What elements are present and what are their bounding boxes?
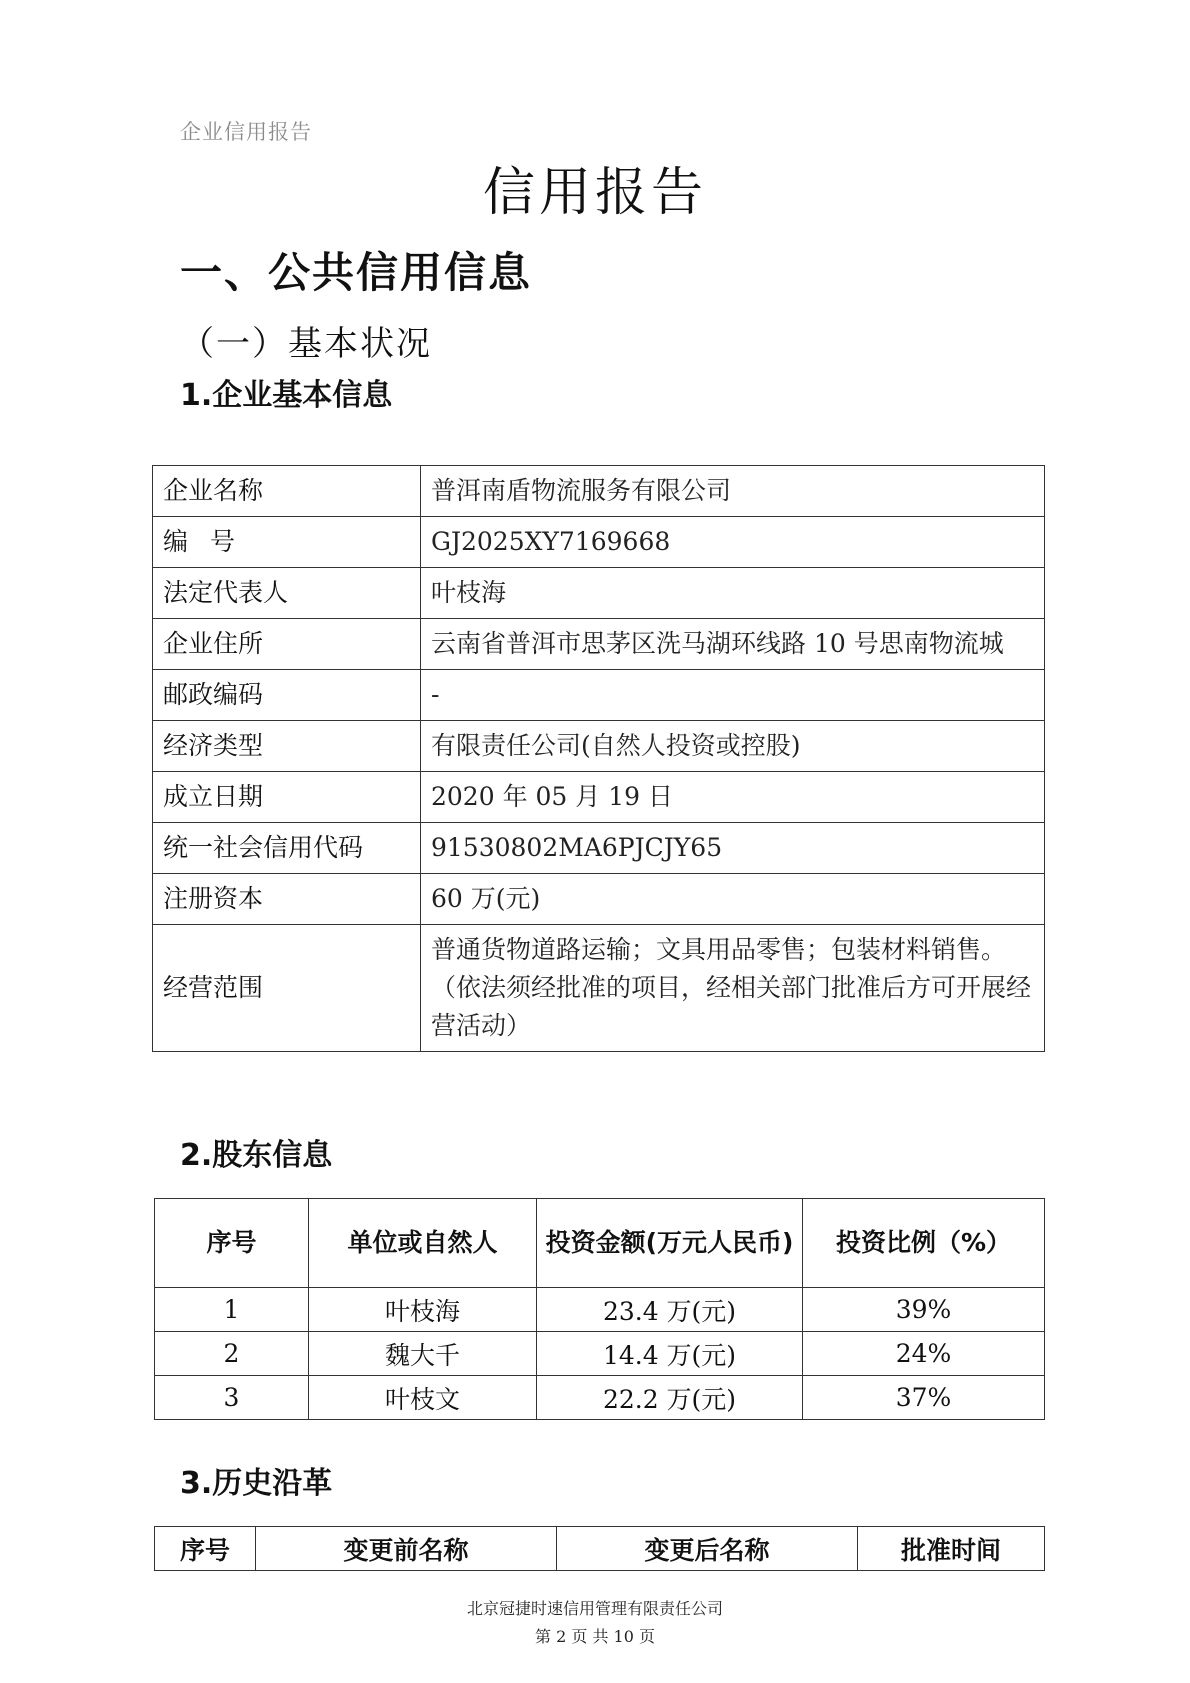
field-label: 编号	[153, 517, 421, 568]
table-cell: 魏大千	[309, 1332, 537, 1376]
table-row	[153, 517, 1045, 568]
field-value: 91530802MA6PJCJY65	[421, 823, 1045, 874]
table-row	[155, 1288, 1045, 1332]
column-header: 变更前名称	[256, 1527, 557, 1571]
table-cell: 37%	[803, 1376, 1045, 1420]
table-row	[153, 874, 1045, 925]
table-cell: 叶枝海	[309, 1288, 537, 1332]
table-cell: 叶枝文	[309, 1376, 537, 1420]
table-header-row	[155, 1527, 1045, 1571]
report-title: 信用报告	[482, 163, 707, 223]
field-value: GJ2025XY7169668	[421, 517, 1045, 568]
table-cell: 24%	[803, 1332, 1045, 1376]
field-label: 法定代表人	[153, 568, 421, 619]
table-cell: 22.2 万(元)	[537, 1376, 803, 1420]
field-value: 普洱南盾物流服务有限公司	[421, 466, 1045, 517]
shareholder-info-heading: 2.股东信息	[180, 1138, 333, 1173]
table-cell: 2	[155, 1332, 309, 1376]
basic-info-heading: 1.企业基本信息	[180, 378, 393, 413]
field-label: 成立日期	[153, 772, 421, 823]
column-header: 投资金额(万元人民币)	[537, 1199, 803, 1288]
field-value: 60 万(元)	[421, 874, 1045, 925]
table-row	[153, 823, 1045, 874]
column-header: 序号	[155, 1199, 309, 1288]
field-label: 邮政编码	[153, 670, 421, 721]
basic-info-table	[152, 465, 1045, 1052]
column-header: 批准时间	[858, 1527, 1045, 1571]
history-heading: 3.历史沿革	[180, 1466, 333, 1501]
field-label: 经济类型	[153, 721, 421, 772]
table-row	[153, 721, 1045, 772]
table-row	[153, 772, 1045, 823]
column-header: 单位或自然人	[309, 1199, 537, 1288]
subsection-heading-basic-status: （一）基本状况	[180, 324, 432, 364]
table-row	[155, 1332, 1045, 1376]
table-row	[153, 670, 1045, 721]
column-header: 变更后名称	[557, 1527, 858, 1571]
table-cell: 39%	[803, 1288, 1045, 1332]
field-value: 普通货物道路运输；文具用品零售；包装材料销售。（依法须经批准的项目，经相关部门批准后方可开展经营活动）	[421, 925, 1045, 1052]
section-heading-public-credit: 一、公共信用信息	[180, 248, 533, 297]
history-table	[154, 1526, 1045, 1571]
table-cell: 23.4 万(元)	[537, 1288, 803, 1332]
field-value: 叶枝海	[421, 568, 1045, 619]
field-label: 注册资本	[153, 874, 421, 925]
field-label: 经营范围	[153, 925, 421, 1052]
field-value: 有限责任公司(自然人投资或控股)	[421, 721, 1045, 772]
field-label: 企业名称	[153, 466, 421, 517]
table-header-row	[155, 1199, 1045, 1288]
field-value: -	[421, 670, 1045, 721]
shareholder-table	[154, 1198, 1045, 1420]
field-label: 统一社会信用代码	[153, 823, 421, 874]
table-row	[155, 1376, 1045, 1420]
column-header: 投资比例（%）	[803, 1199, 1045, 1288]
table-row	[153, 568, 1045, 619]
table-cell: 14.4 万(元)	[537, 1332, 803, 1376]
field-value: 云南省普洱市思茅区洗马湖环线路 10 号思南物流城	[421, 619, 1045, 670]
table-row	[153, 466, 1045, 517]
table-cell: 3	[155, 1376, 309, 1420]
running-header: 企业信用报告	[180, 120, 312, 144]
footer-company: 北京冠捷时速信用管理有限责任公司	[466, 1599, 723, 1618]
field-value: 2020 年 05 月 19 日	[421, 772, 1045, 823]
table-cell: 1	[155, 1288, 309, 1332]
footer-page-number: 第 2 页 共 10 页	[535, 1627, 655, 1646]
table-row	[153, 619, 1045, 670]
table-row	[153, 925, 1045, 1052]
column-header: 序号	[155, 1527, 256, 1571]
field-label: 企业住所	[153, 619, 421, 670]
